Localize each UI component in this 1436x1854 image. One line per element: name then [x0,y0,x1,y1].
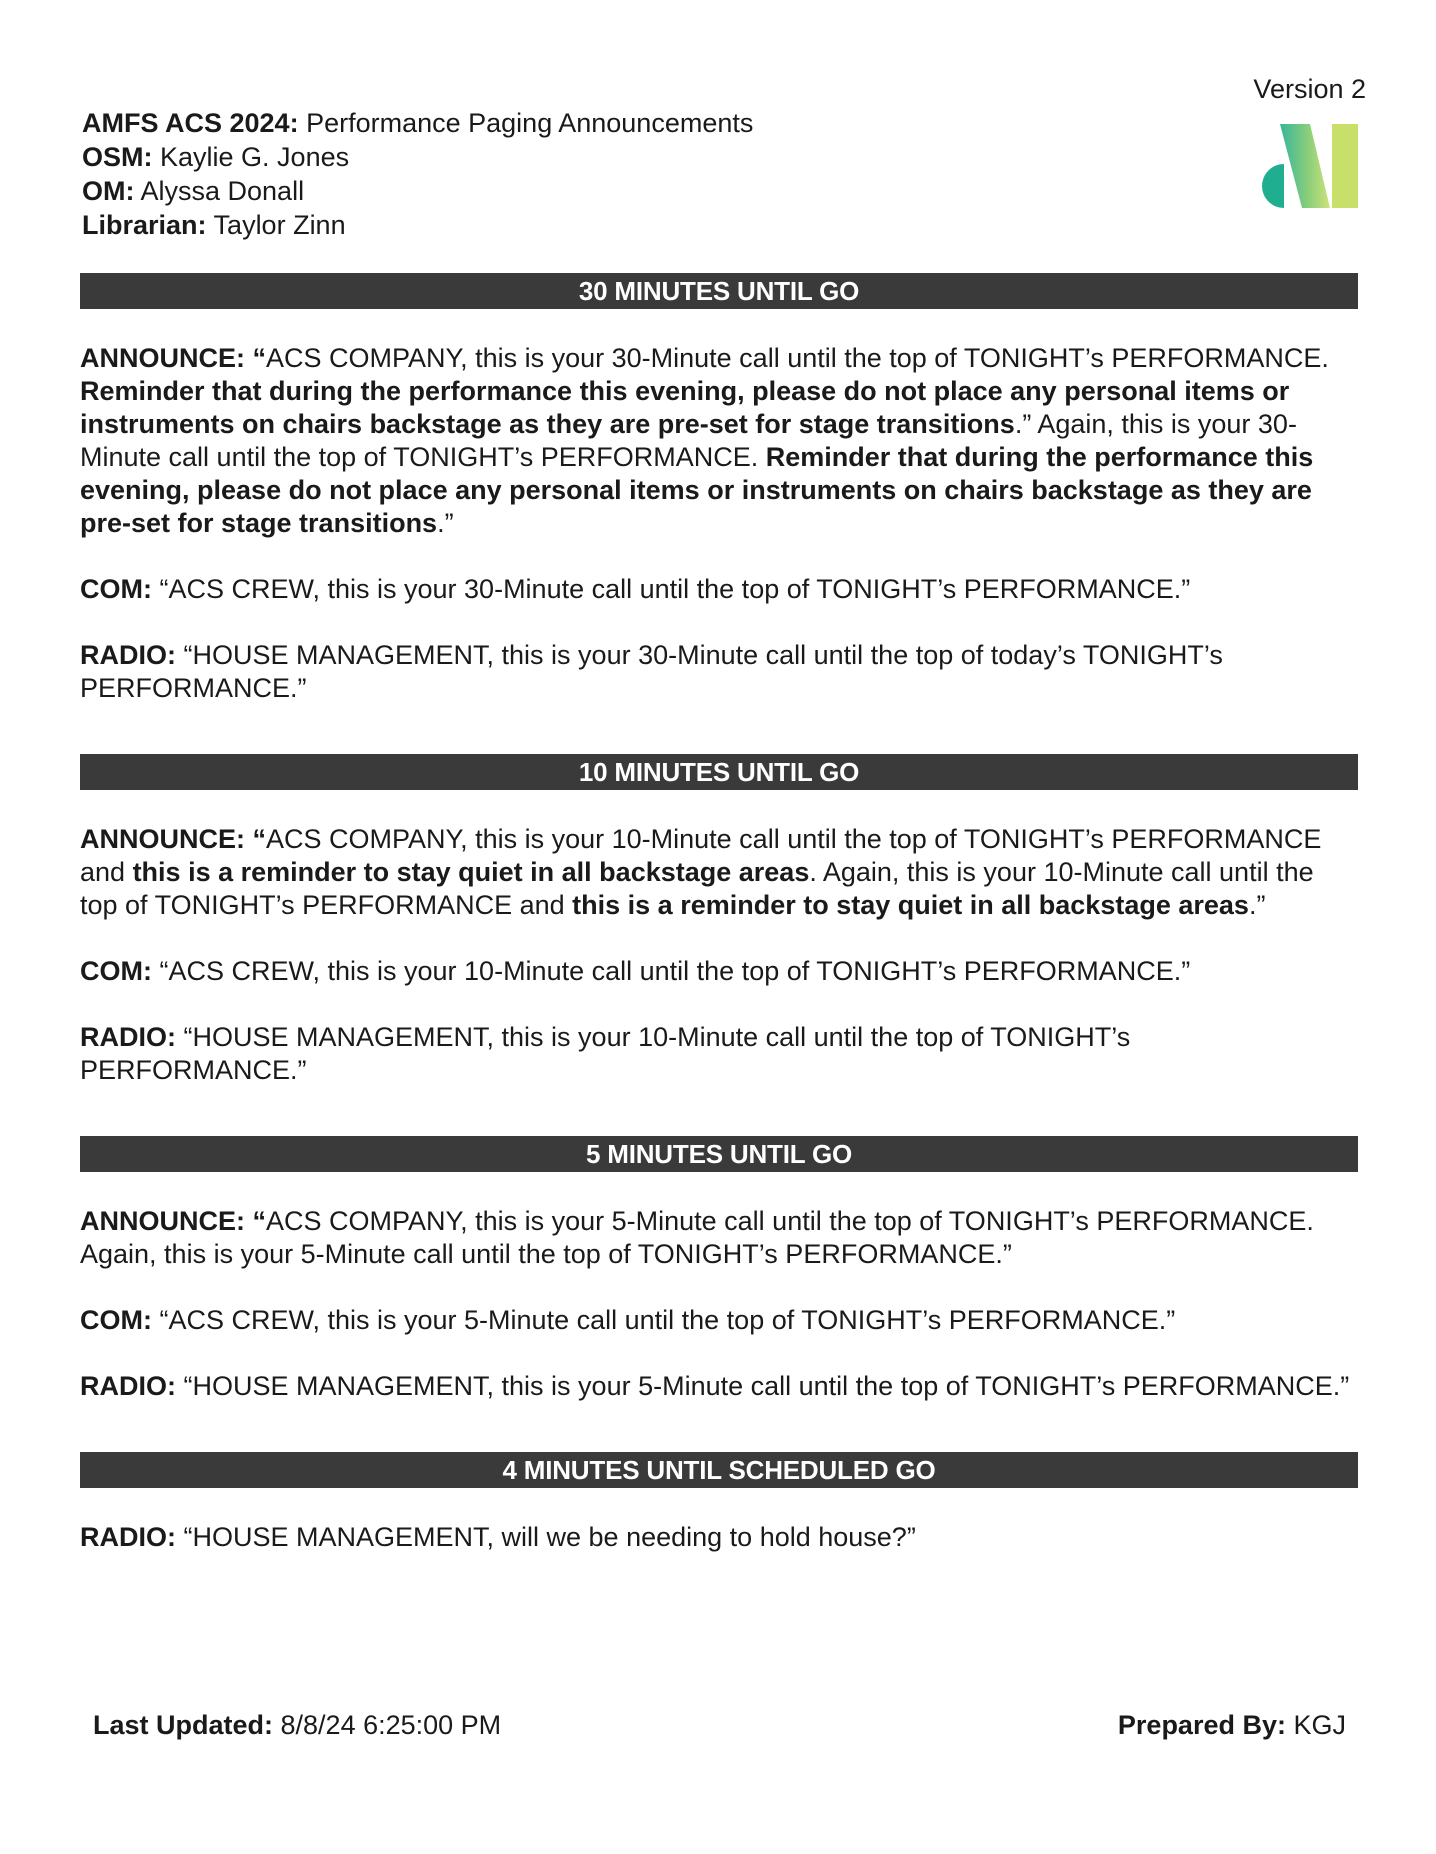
osm-label: OSM: [82,142,153,172]
om-row [82,174,753,208]
com-label: COM: [80,574,152,604]
program-value: Performance Paging Announcements [306,108,754,138]
announce-label: ANNOUNCE: [80,1206,245,1236]
announce-label: ANNOUNCE: [80,343,245,373]
announce-text: ACS COMPANY, this is your 5-Minute call until the top of TONIGHT’s PERFORMANCE. Again, this is your 5-Minute call until the top of TONIGHT’s PERFORMANCE.” [80,1206,1314,1269]
radio-paragraph-4 [80,1521,1358,1554]
radio-paragraph-10 [80,1021,1358,1087]
program-label: AMFS ACS 2024: [82,108,299,138]
announce-paragraph-5 [80,1205,1358,1271]
radio-text: “HOUSE MANAGEMENT, this is your 5-Minute call until the top of TONIGHT’s PERFORMANCE.” [176,1371,1350,1401]
section-heading-30-minutes: 30 MINUTES UNTIL GO [80,273,1358,309]
com-text: “ACS CREW, this is your 30-Minute call until the top of TONIGHT’s PERFORMANCE.” [151,574,1191,604]
announce-text: .” Again, this is your 30-Minute call until the top of TONIGHT’s PERFORMANCE. [80,409,1297,472]
librarian-row [82,208,753,242]
last-updated-label: Last Updated: [93,1710,274,1740]
com-label: COM: [80,1305,152,1335]
com-label: COM: [80,956,152,986]
announce-text: ACS COMPANY, this is your 10-Minute call until the top of TONIGHT’s PERFORMANCE and [80,824,1322,887]
com-paragraph-10 [80,955,1358,988]
prepared-by [1118,1710,1346,1741]
announce-bold-text: Reminder that during the performance this evening, please do not place any personal items or instruments on chairs backstage as they are pre-set for stage transitions [80,376,1290,439]
announce-text: .” [1248,890,1266,920]
com-text: “ACS CREW, this is your 5-Minute call until the top of TONIGHT’s PERFORMANCE.” [151,1305,1176,1335]
radio-paragraph-30 [80,639,1358,705]
prepared-by-value: KGJ [1285,1710,1346,1740]
announce-text: ACS COMPANY, this is your 30-Minute call until the top of TONIGHT’s PERFORMANCE. [266,343,1329,373]
librarian-value: Taylor Zinn [213,210,346,240]
osm-value: Kaylie G. Jones [160,142,350,172]
com-paragraph-5 [80,1304,1358,1337]
amfs-logo-icon [1258,124,1364,214]
om-label: OM: [82,176,135,206]
program-row [82,106,753,140]
announce-bold-text: Reminder that during the performance this evening, please do not place any personal items or instruments on chairs backstage as they are pre-set for stage transitions [80,442,1314,538]
prepared-by-label: Prepared By: [1117,1710,1286,1740]
section-heading-5-minutes: 5 MINUTES UNTIL GO [80,1136,1358,1172]
announce-text: . Again, this is your 10-Minute call until the top of TONIGHT’s PERFORMANCE and [80,857,1314,920]
last-updated [93,1710,501,1741]
radio-label: RADIO: [80,640,176,670]
osm-row [82,140,753,174]
last-updated-value: 8/8/24 6:25:00 PM [273,1710,502,1740]
radio-label: RADIO: [80,1522,176,1552]
announce-bold-text: this is a reminder to stay quiet in all backstage areas [132,857,810,887]
radio-label: RADIO: [80,1371,176,1401]
radio-paragraph-5 [80,1370,1358,1403]
announce-quote: “ [245,343,267,373]
document-header [82,106,753,242]
om-value: Alyssa Donall [140,176,305,206]
announce-paragraph-10 [80,823,1358,922]
announcements-body [80,273,1358,1554]
version-label: Version 2 [1253,74,1366,104]
radio-label: RADIO: [80,1022,176,1052]
announce-label: ANNOUNCE: [80,824,245,854]
radio-text: “HOUSE MANAGEMENT, this is your 30-Minute call until the top of today’s TONIGHT’s PERFORMANCE.” [80,640,1223,703]
librarian-label: Librarian: [82,210,207,240]
announce-text: .” [437,508,454,538]
announce-paragraph-30 [80,342,1358,540]
section-heading-4-minutes: 4 MINUTES UNTIL SCHEDULED GO [80,1452,1358,1488]
radio-text: “HOUSE MANAGEMENT, this is your 10-Minute call until the top of TONIGHT’s PERFORMANCE.” [80,1022,1131,1085]
announce-quote: “ [245,824,267,854]
section-heading-10-minutes: 10 MINUTES UNTIL GO [80,754,1358,790]
com-text: “ACS CREW, this is your 10-Minute call until the top of TONIGHT’s PERFORMANCE.” [151,956,1191,986]
com-paragraph-30 [80,573,1358,606]
announce-quote: “ [245,1206,267,1236]
announce-bold-text: this is a reminder to stay quiet in all backstage areas [572,890,1249,920]
radio-text: “HOUSE MANAGEMENT, will we be needing to hold house?” [176,1522,916,1552]
